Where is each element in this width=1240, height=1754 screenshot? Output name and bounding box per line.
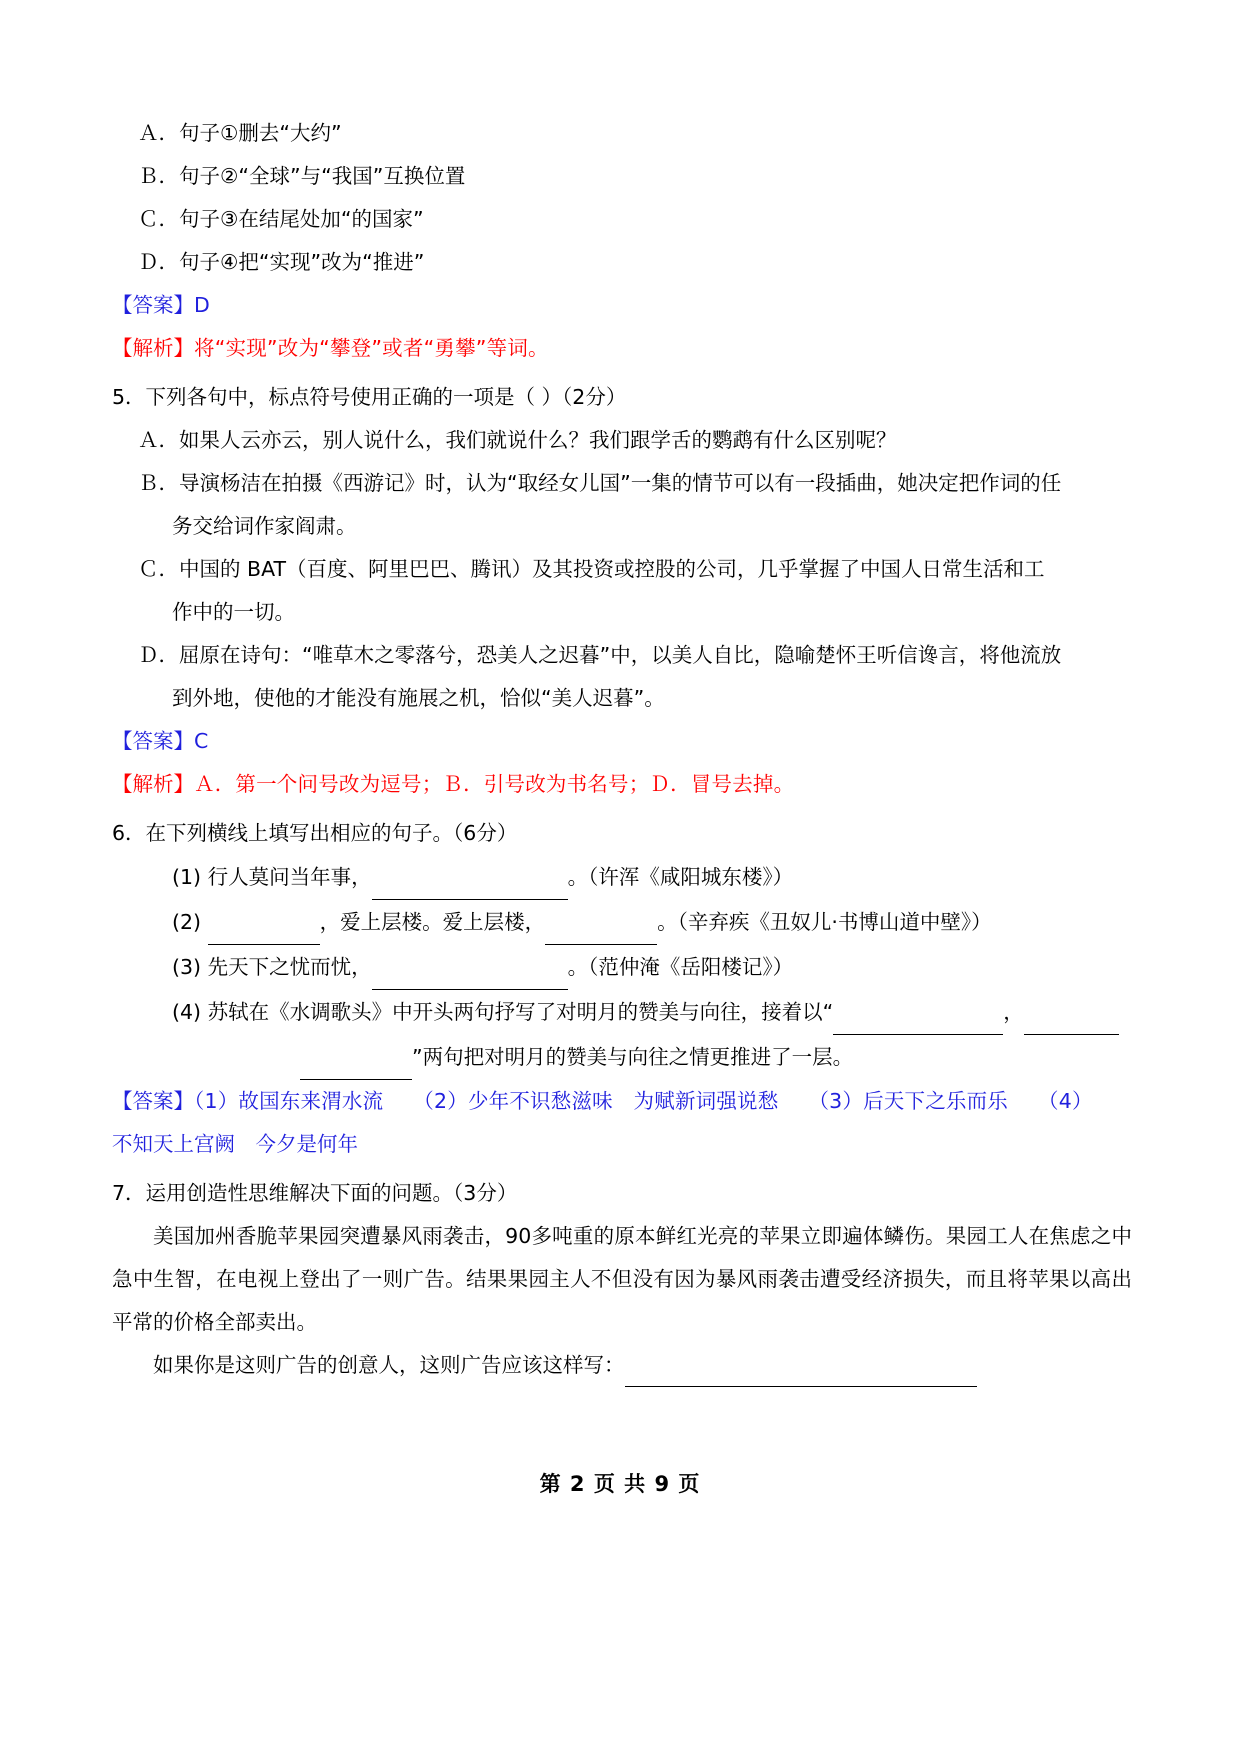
q5-option-c-label: Ｃ． bbox=[138, 557, 179, 581]
q5-option-c-text-cont: 作中的一切。 bbox=[172, 600, 295, 624]
q5-option-d bbox=[112, 634, 1132, 720]
q5-option-c bbox=[112, 548, 1132, 634]
q6-item-3 bbox=[112, 945, 1132, 990]
q6-item-4-middle: ， bbox=[1003, 1000, 1024, 1024]
q5-option-a-label: Ａ． bbox=[138, 428, 179, 452]
q6-answer-part-2: （2）少年不识愁滋味 为赋新词强说愁 bbox=[413, 1089, 779, 1113]
q6-item-4-blank-1[interactable] bbox=[833, 1010, 1003, 1035]
q6-answer-part-4: （4） bbox=[1038, 1089, 1093, 1113]
q4-option-a: Ａ．句子①删去“大约” bbox=[138, 121, 342, 145]
q6-item-1-num: (1) bbox=[172, 865, 202, 889]
page-content bbox=[112, 112, 1132, 1387]
page-footer: 第 2 页 共 9 页 bbox=[539, 1472, 701, 1496]
q5-stem: 5．下列各句中，标点符号使用正确的一项是（ ）（2分） bbox=[112, 385, 627, 409]
q5-option-a-text: 如果人云亦云，别人说什么，我们就说什么？我们跟学舌的鹦鹉有什么区别呢？ bbox=[179, 428, 897, 452]
q6-item-4-after: ”两句把对明月的赞美与向往之情更推进了一层。 bbox=[412, 1045, 854, 1069]
q6-item-2-middle: ，爱上层楼。爱上层楼， bbox=[319, 910, 546, 934]
q5-option-b-text: 导演杨洁在拍摄《西游记》时，认为“取经女儿国”一集的情节可以有一段插曲，她决定把作词的任 bbox=[179, 471, 1062, 495]
q4-analysis-value: 将“实现”改为“攀登”或者“勇攀”等词。 bbox=[194, 336, 549, 360]
q6-item-2-after: 。（辛弃疾《丑奴儿·书博山道中壁》） bbox=[657, 910, 992, 934]
q6-item-3-before: 先天下之忧而忧， bbox=[207, 955, 372, 979]
q4-option-c: Ｃ．句子③在结尾处加“的国家” bbox=[138, 207, 424, 231]
q6-item-4-cont bbox=[172, 1035, 1132, 1080]
q6-item-4-blank-2[interactable] bbox=[1024, 1010, 1119, 1035]
q6-item-1-after: 。（许浑《咸阳城东楼》） bbox=[567, 865, 794, 889]
q4-answer-value: D bbox=[194, 293, 210, 317]
q6-item-1-blank[interactable] bbox=[372, 875, 568, 900]
q7-stem: 7．运用创造性思维解决下面的问题。（3分） bbox=[112, 1181, 518, 1205]
q6-answer-line2: 不知天上宫阙 今夕是何年 bbox=[112, 1132, 358, 1156]
q5-answer bbox=[112, 720, 1132, 763]
q7-prompt-line bbox=[112, 1344, 1132, 1387]
q5-answer-value: C bbox=[194, 729, 209, 753]
q4-option-b: Ｂ．句子②“全球”与“我国”互换位置 bbox=[138, 164, 466, 188]
q6-item-1-before: 行人莫问当年事， bbox=[207, 865, 372, 889]
q6-answer-part-3: （3）后天下之乐而乐 bbox=[808, 1089, 1008, 1113]
q7-paragraph: 美国加州香脆苹果园突遭暴风雨袭击，90多吨重的原本鲜红光亮的苹果立即遍体鳞伤。果园工人在焦虑之中急中生智，在电视上登出了一则广告。结果果园主人不但没有因为暴风雨袭击遭受经济损失，而且将苹果以高出平常的价格全部卖出。 bbox=[112, 1224, 1132, 1334]
q6-item-4-blank-3[interactable] bbox=[300, 1055, 412, 1080]
q6-item-3-blank[interactable] bbox=[372, 965, 568, 990]
q5-analysis bbox=[112, 763, 1132, 806]
q6-item-3-after: 。（范仲淹《岳阳楼记》） bbox=[567, 955, 794, 979]
q6-item-4-num: (4) bbox=[172, 1000, 202, 1024]
q5-option-d-label: Ｄ． bbox=[138, 643, 179, 667]
q6-item-2 bbox=[112, 900, 1132, 945]
q6-answer-part-1: （1）故国东来渭水流 bbox=[194, 1089, 384, 1113]
q5-option-a bbox=[112, 419, 1132, 462]
q6-item-4 bbox=[112, 990, 1132, 1080]
q7-answer-blank[interactable] bbox=[625, 1362, 977, 1387]
q5-option-d-text: 屈原在诗句：“唯草木之零落兮，恐美人之迟暮”中，以美人自比，隐喻楚怀王听信谗言，将他流放 bbox=[179, 643, 1062, 667]
q4-answer-tag: 【答案】 bbox=[112, 293, 194, 317]
q5-option-d-text-cont: 到外地，使他的才能没有施展之机，恰似“美人迟暮”。 bbox=[172, 686, 665, 710]
q6-item-2-blank-2[interactable] bbox=[545, 920, 657, 945]
q6-answer bbox=[112, 1080, 1132, 1123]
q4-option-d: Ｄ．句子④把“实现”改为“推进” bbox=[138, 250, 425, 274]
q5-option-b bbox=[112, 462, 1132, 548]
q5-analysis-tag: 【解析】 bbox=[112, 772, 194, 796]
q6-item-3-num: (3) bbox=[172, 955, 202, 979]
q4-analysis-tag: 【解析】 bbox=[112, 336, 194, 360]
q5-analysis-value: Ａ．第一个问号改为逗号；Ｂ．引号改为书名号；Ｄ．冒号去掉。 bbox=[194, 772, 795, 796]
q5-option-c-text: 中国的 BAT（百度、阿里巴巴、腾讯）及其投资或控股的公司，几乎掌握了中国人日常生活和工 bbox=[179, 557, 1045, 581]
q5-answer-tag: 【答案】 bbox=[112, 729, 194, 753]
q6-item-2-blank-1[interactable] bbox=[208, 920, 320, 945]
q6-answer-tag: 【答案】 bbox=[112, 1089, 194, 1113]
q6-item-4-before: 苏轼在《水调歌头》中开头两句抒写了对明月的赞美与向往，接着以“ bbox=[207, 1000, 834, 1024]
q4-answer bbox=[112, 284, 1132, 327]
q5-option-b-text-cont: 务交给词作家阎肃。 bbox=[172, 514, 357, 538]
q6-item-2-num: (2) bbox=[172, 910, 202, 934]
q4-analysis bbox=[112, 327, 1132, 370]
q6-stem: 6．在下列横线上填写出相应的句子。（6分） bbox=[112, 821, 518, 845]
q7-prompt-text: 如果你是这则广告的创意人，这则广告应该这样写： bbox=[153, 1353, 625, 1377]
q5-option-b-label: Ｂ． bbox=[138, 471, 179, 495]
q6-item-1 bbox=[112, 855, 1132, 900]
